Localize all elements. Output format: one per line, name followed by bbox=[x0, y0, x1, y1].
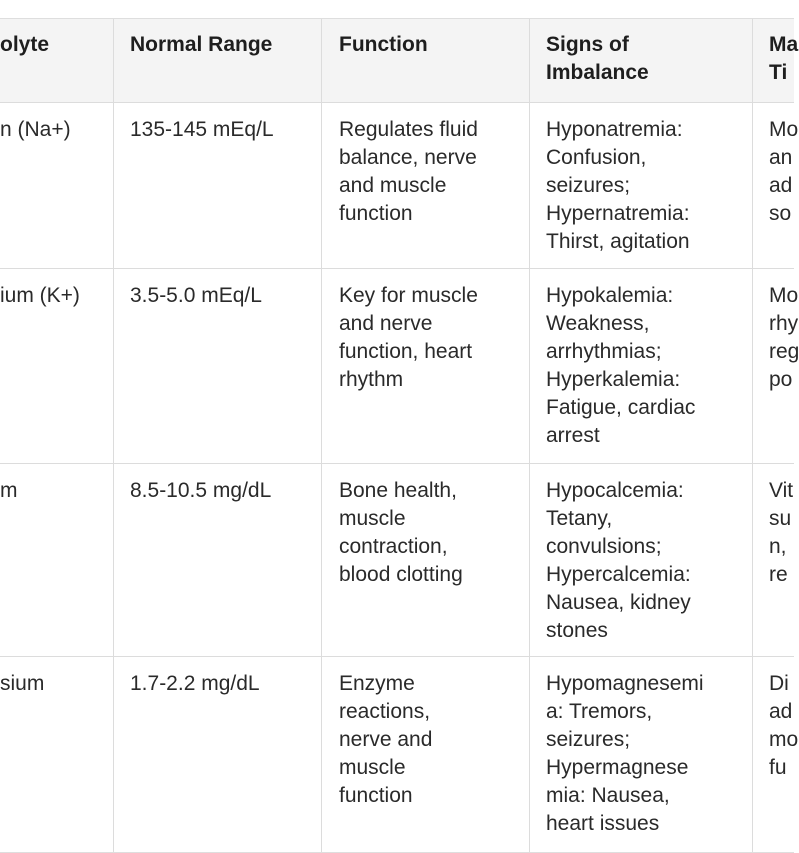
cell-electrolyte: sium bbox=[0, 672, 45, 695]
cell-normal-range: 8.5-10.5 mg/dL bbox=[130, 479, 272, 502]
column-divider bbox=[321, 19, 322, 852]
table-top-border bbox=[0, 18, 794, 19]
cell-signs: Hypokalemia: Weakness, arrhythmias; Hyperkalemia: Fatigue, cardiac arrest bbox=[546, 284, 696, 447]
cell-function: Regulates fluid balance, nerve and muscle function bbox=[339, 118, 478, 225]
row-divider bbox=[0, 102, 794, 103]
cell-tips: Mo rhy reg po bbox=[769, 284, 799, 391]
cell-function: Enzyme reactions, nerve and muscle function bbox=[339, 672, 433, 807]
column-divider bbox=[752, 19, 753, 852]
cell-tips: Di ad mo fu bbox=[769, 672, 799, 779]
cell-signs: Hypocalcemia: Tetany, convulsions; Hypercalcemia: Nausea, kidney stones bbox=[546, 479, 691, 642]
cell-signs: Hyponatremia: Confusion, seizures; Hypernatremia: Thirst, agitation bbox=[546, 118, 690, 253]
row-divider bbox=[0, 463, 794, 464]
cell-electrolyte: m bbox=[0, 479, 18, 502]
header-electrolyte: olyte bbox=[0, 33, 50, 56]
row-divider bbox=[0, 268, 794, 269]
header-normal-range: Normal Range bbox=[130, 33, 273, 56]
cell-function: Bone health, muscle contraction, blood clotting bbox=[339, 479, 463, 586]
cell-signs: Hypomagnesemi a: Tremors, seizures; Hypermagnese mia: Nausea, heart issues bbox=[546, 672, 704, 835]
cell-electrolyte: n (Na+) bbox=[0, 118, 71, 141]
cell-normal-range: 1.7-2.2 mg/dL bbox=[130, 672, 260, 695]
column-divider bbox=[529, 19, 530, 852]
header-management-tips: Ma Ti bbox=[769, 33, 799, 84]
cell-tips: Mo an ad so bbox=[769, 118, 799, 225]
cell-function: Key for muscle and nerve function, heart rhythm bbox=[339, 284, 478, 391]
row-divider bbox=[0, 656, 794, 657]
header-function: Function bbox=[339, 33, 428, 56]
cell-electrolyte: ium (K+) bbox=[0, 284, 80, 307]
cell-normal-range: 3.5-5.0 mEq/L bbox=[130, 284, 262, 307]
cell-normal-range: 135-145 mEq/L bbox=[130, 118, 274, 141]
column-divider bbox=[113, 19, 114, 852]
header-signs-of-imbalance: Signs of Imbalance bbox=[546, 33, 649, 84]
cell-tips: Vit su n, re bbox=[769, 479, 794, 586]
